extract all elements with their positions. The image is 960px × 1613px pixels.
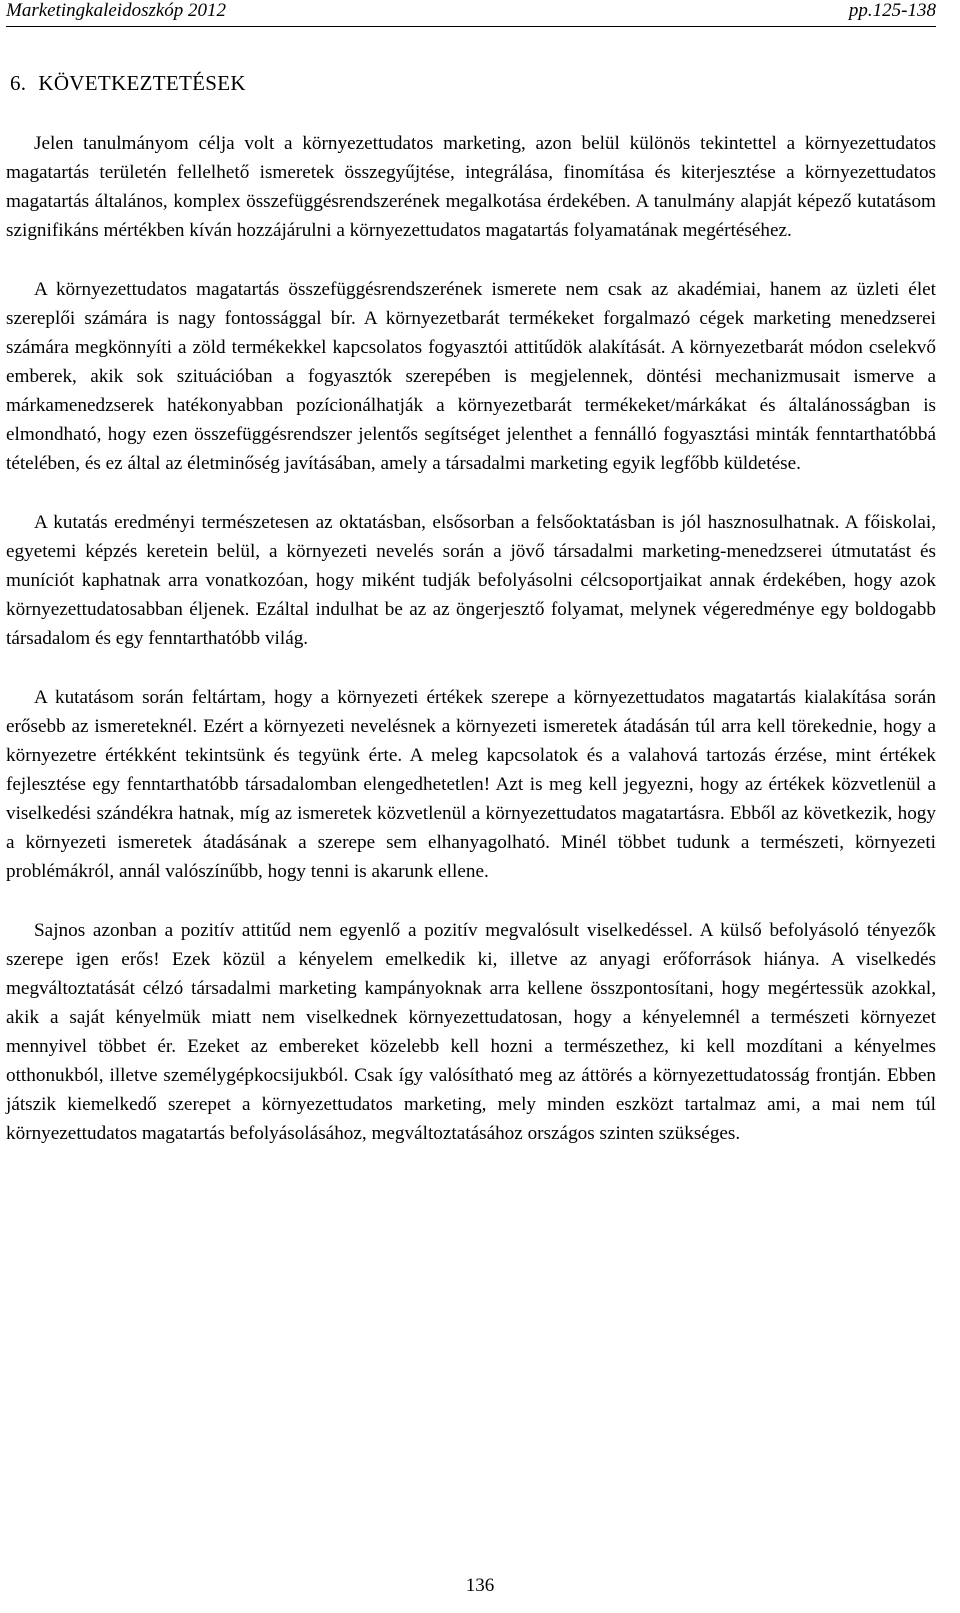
section-heading [10, 70, 246, 96]
paragraph-4: A kutatásom során feltártam, hogy a környezeti értékek szerepe a környezettudatos magatartás kialakítása során erősebb az ismereteknél. Ezért a környezeti nevelésnek a környezeti ismeretek átadásán túl arra kell törekednie, hogy a környezetre értékként tekintsünk és tegyünk érte. A meleg kapcsolatok és a valahová tartozás érzése, mint értékek fejlesztése egy fenntarthatóbb társadalomban elengedhetetlen! Azt is meg kell jegyezni, hogy az értékek közvetlenül a viselkedési szándékra hatnak, míg az ismeretek közvetlenül a környezettudatos magatartásra. Ebből az következik, hogy a környezeti ismeretek átadásának a szerepe sem elhanyagolható. Minél többet tudunk a természeti, környezeti problémákról, annál valószínűbb, hogy tenni is akarunk ellene. [6, 687, 936, 882]
section-number: 6. [10, 71, 27, 95]
body-text [6, 129, 936, 1178]
page-header [6, 0, 936, 26]
paragraph-3: A kutatás eredményi természetesen az oktatásban, elsősorban a felsőoktatásban is jól hasznosulhatnak. A főiskolai, egyetemi képzés keretein belül, a környezeti nevelés során a jövő társadalmi marketing-menedzserei útmutatást és muníciót kaphatnak arra vonatkozóan, hogy miként tudják befolyásolni célcsoportjaikat annak érdekében, hogy azok környezettudatosabban éljenek. Ezáltal indulhat be az az öngerjesztő folyamat, melynek végeredménye egy boldogabb társadalom és egy fenntarthatóbb világ. [6, 512, 936, 649]
header-rule [6, 26, 936, 27]
paragraph-5: Sajnos azonban a pozitív attitűd nem egyenlő a pozitív megvalósult viselkedéssel. A külső befolyásoló tényezők szerepe igen erős! Ezek közül a kényelem emelkedik ki, illetve az anyagi erőforrások hiánya. A viselkedés megváltoztatását célzó társadalmi marketing kampányoknak arra kellene összpontosítani, hogy megértessük azokkal, akik a saját kényelmük miatt nem viselkednek környezettudatosan, hogy a kényelemnél a természeti környezet mennyivel többet ér. Ezeket az embereket közelebb kell hozni a természethez, ki kell mozdítani a kényelmes otthonukból, illetve személygépkocsijukból. Csak így valósítható meg az áttörés a környezettudatosság frontján. Ebben játszik kiemelkedő szerepet a környezettudatos marketing, mely minden eszközt tartalmaz ami, a mai nem túl környezettudatos magatartás befolyásolásához, megváltoztatásához országos szinten szükséges. [6, 920, 936, 1144]
section-title: KÖVETKEZTETÉSEK [38, 71, 246, 95]
page-number: 136 [465, 1575, 495, 1596]
journal-title: Marketingkaleidoszkóp 2012 [6, 0, 227, 21]
page-range: pp.125-138 [848, 0, 936, 21]
paragraph-1: Jelen tanulmányom célja volt a környezettudatos marketing, azon belül különös tekintettel a környezettudatos magatartás területén fellelhető ismeretek összegyűjtése, integrálása, finomítása és kiterjesztése a környezettudatos magatartás általános, komplex összefüggésrendszerének megalkotása érdekében. A tanulmány alapját képező kutatásom szignifikáns mértékben kíván hozzájárulni a környezettudatos magatartás folyamatának megértéséhez. [6, 133, 936, 241]
paragraph-2: A környezettudatos magatartás összefüggésrendszerének ismerete nem csak az akadémiai, hanem az üzleti élet szereplői számára is nagy fontossággal bír. A környezetbarát termékeket forgalmazó cégek marketing menedzserei számára megkönnyíti a zöld termékekkel kapcsolatos fogyasztói attitűdök alakítását. A környezetbarát módon cselekvő emberek, akik sok szituációban a fogyasztók szerepében is megjelennek, döntési mechanizmusait ismerve a márkamenedzserek hatékonyabban pozícionálhatják a környezetbarát termékeket/márkákat és általánosságban is elmondható, hogy ezen összefüggésrendszer jelentős segítséget jelenthet a fennálló fogyasztási minták fenntarthatóbbá tételében, és ez által az életminőség javításában, amely a társadalmi marketing egyik legfőbb küldetése. [6, 279, 936, 474]
